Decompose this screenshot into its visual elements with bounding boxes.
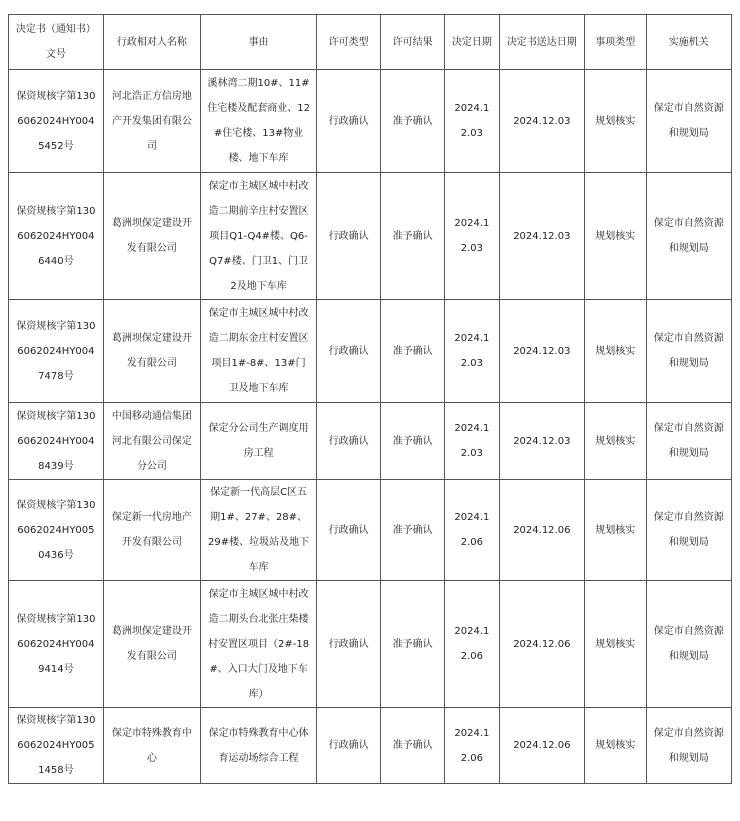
header-decision-date: 决定日期	[445, 15, 500, 70]
cell-doc-no: 保资规核字第1306062024HY0051458号	[9, 708, 104, 784]
cell-item-type: 规划核实	[584, 403, 646, 480]
header-item-type: 事项类型	[584, 15, 646, 70]
cell-reason: 保定市主城区城中村改造二期前辛庄村安置区项目Q1-Q4#楼、Q6-Q7#楼、门卫1、门卫2及地下车库	[201, 173, 317, 300]
header-delivery-date: 决定书送达日期	[499, 15, 584, 70]
cell-authority: 保定市自然资源和规划局	[646, 300, 731, 403]
cell-item-type: 规划核实	[584, 480, 646, 581]
cell-party: 葛洲坝保定建设开发有限公司	[103, 300, 200, 403]
cell-permit-type: 行政确认	[317, 581, 381, 708]
cell-authority: 保定市自然资源和规划局	[646, 173, 731, 300]
table-row	[9, 480, 732, 581]
cell-doc-no: 保资规核字第1306062024HY0047478号	[9, 300, 104, 403]
cell-authority: 保定市自然资源和规划局	[646, 480, 731, 581]
cell-delivery-date: 2024.12.06	[499, 480, 584, 581]
cell-result: 准予确认	[381, 403, 445, 480]
cell-item-type: 规划核实	[584, 708, 646, 784]
table-row	[9, 708, 732, 784]
cell-delivery-date: 2024.12.03	[499, 173, 584, 300]
header-party: 行政相对人名称	[103, 15, 200, 70]
cell-permit-type: 行政确认	[317, 708, 381, 784]
header-permit-type: 许可类型	[317, 15, 381, 70]
cell-item-type: 规划核实	[584, 300, 646, 403]
header-doc-no: 决定书（通知书）文号	[9, 15, 104, 70]
cell-decision-date: 2024.12.03	[445, 70, 500, 173]
cell-delivery-date: 2024.12.06	[499, 708, 584, 784]
cell-result: 准予确认	[381, 300, 445, 403]
permit-table	[8, 14, 732, 784]
table-row	[9, 403, 732, 480]
cell-authority: 保定市自然资源和规划局	[646, 581, 731, 708]
cell-authority: 保定市自然资源和规划局	[646, 708, 731, 784]
cell-delivery-date: 2024.12.03	[499, 300, 584, 403]
header-reason: 事由	[201, 15, 317, 70]
cell-decision-date: 2024.12.06	[445, 581, 500, 708]
cell-decision-date: 2024.12.03	[445, 300, 500, 403]
cell-permit-type: 行政确认	[317, 403, 381, 480]
cell-result: 准予确认	[381, 480, 445, 581]
header-result: 许可结果	[381, 15, 445, 70]
cell-item-type: 规划核实	[584, 70, 646, 173]
table-row	[9, 300, 732, 403]
cell-reason: 保定分公司生产调度用房工程	[201, 403, 317, 480]
cell-item-type: 规划核实	[584, 173, 646, 300]
cell-permit-type: 行政确认	[317, 480, 381, 581]
cell-doc-no: 保资规核字第1306062024HY0050436号	[9, 480, 104, 581]
cell-decision-date: 2024.12.06	[445, 480, 500, 581]
header-authority: 实施机关	[646, 15, 731, 70]
cell-decision-date: 2024.12.03	[445, 173, 500, 300]
cell-party: 葛洲坝保定建设开发有限公司	[103, 173, 200, 300]
cell-party: 中国移动通信集团河北有限公司保定分公司	[103, 403, 200, 480]
cell-result: 准予确认	[381, 581, 445, 708]
cell-permit-type: 行政确认	[317, 70, 381, 173]
cell-doc-no: 保资规核字第1306062024HY0046440号	[9, 173, 104, 300]
cell-reason: 保定新一代高层C区五期1#、27#、28#、29#楼、垃圾站及地下车库	[201, 480, 317, 581]
cell-authority: 保定市自然资源和规划局	[646, 70, 731, 173]
cell-authority: 保定市自然资源和规划局	[646, 403, 731, 480]
cell-doc-no: 保资规核字第1306062024HY0049414号	[9, 581, 104, 708]
cell-permit-type: 行政确认	[317, 300, 381, 403]
cell-party: 河北浩正方信房地产开发集团有限公司	[103, 70, 200, 173]
cell-party: 保定市特殊教育中心	[103, 708, 200, 784]
cell-party: 葛洲坝保定建设开发有限公司	[103, 581, 200, 708]
cell-reason: 保定市主城区城中村改造二期头台北张庄柴楼村安置区项目（2#-18#、入口大门及地下车库）	[201, 581, 317, 708]
cell-reason: 保定市特殊教育中心体育运动场综合工程	[201, 708, 317, 784]
table-row	[9, 581, 732, 708]
cell-result: 准予确认	[381, 173, 445, 300]
cell-permit-type: 行政确认	[317, 173, 381, 300]
cell-delivery-date: 2024.12.03	[499, 70, 584, 173]
cell-result: 准予确认	[381, 708, 445, 784]
cell-party: 保定新一代房地产开发有限公司	[103, 480, 200, 581]
cell-result: 准予确认	[381, 70, 445, 173]
table-row	[9, 70, 732, 173]
cell-doc-no: 保资规核字第1306062024HY0048439号	[9, 403, 104, 480]
cell-decision-date: 2024.12.06	[445, 708, 500, 784]
cell-doc-no: 保资规核字第1306062024HY0045452号	[9, 70, 104, 173]
cell-item-type: 规划核实	[584, 581, 646, 708]
cell-decision-date: 2024.12.03	[445, 403, 500, 480]
cell-delivery-date: 2024.12.03	[499, 403, 584, 480]
cell-reason: 溪林湾二期10#、11#住宅楼及配套商业、12#住宅楼、13#物业楼、地下车库	[201, 70, 317, 173]
cell-delivery-date: 2024.12.06	[499, 581, 584, 708]
table-row	[9, 173, 732, 300]
header-row	[9, 15, 732, 70]
cell-reason: 保定市主城区城中村改造二期东金庄村安置区项目1#-8#、13#门卫及地下车库	[201, 300, 317, 403]
